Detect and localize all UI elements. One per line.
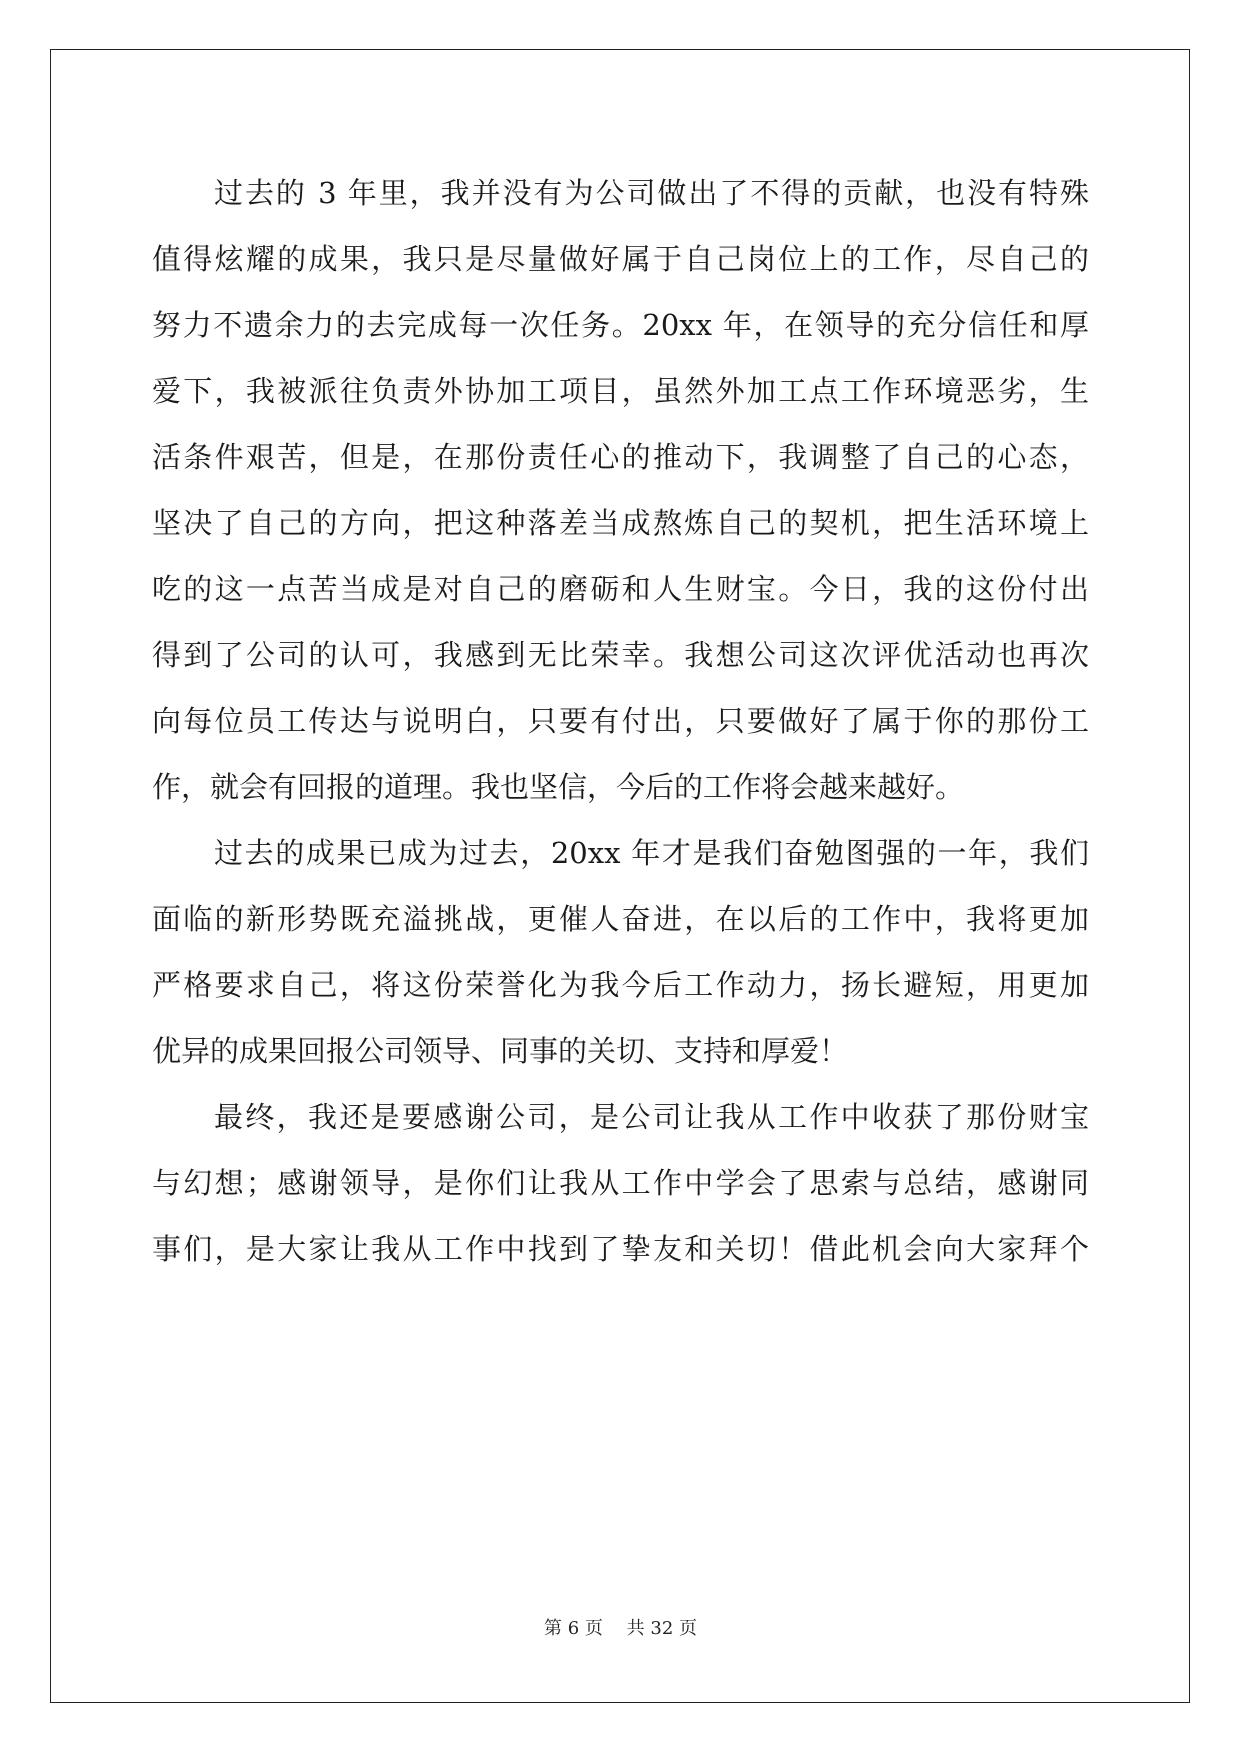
- text-line: 过去的 3 年里，我并没有为公司做出了不得的贡献，也没有特殊: [214, 176, 1089, 210]
- text-line: 得到了公司的认可，我感到无比荣幸。我想公司这次评优活动也再次: [152, 638, 1089, 672]
- document-body: [152, 160, 1089, 1282]
- page-number: 第 6 页: [544, 1618, 603, 1639]
- text-line: 严格要求自己，将这份荣誉化为我今后工作动力，扬长避短，用更加: [152, 968, 1089, 1002]
- text-line: 值得炫耀的成果，我只是尽量做好属于自己岗位上的工作，尽自己的: [152, 242, 1089, 276]
- page-footer: [0, 1614, 1241, 1640]
- text-line: 活条件艰苦，但是，在那份责任心的推动下，我调整了自己的心态，: [152, 440, 1089, 474]
- text-line: 作，就会有回报的道理。我也坚信，今后的工作将会越来越好。: [152, 770, 965, 804]
- paragraph-3: [152, 1084, 1089, 1282]
- page-total: 共 32 页: [626, 1618, 697, 1639]
- text-line: 努力不遗余力的去完成每一次任务。20xx 年，在领导的充分信任和厚: [152, 308, 1089, 342]
- text-line: 最终，我还是要感谢公司，是公司让我从工作中收获了那份财宝: [214, 1100, 1089, 1134]
- paragraph-2: [152, 820, 1089, 1084]
- text-line: 与幻想；感谢领导，是你们让我从工作中学会了思索与总结，感谢同: [152, 1166, 1089, 1200]
- text-line: 坚决了自己的方向，把这种落差当成熬炼自己的契机，把生活环境上: [152, 506, 1089, 540]
- text-line: 事们，是大家让我从工作中找到了挚友和关切！借此机会向大家拜个: [152, 1232, 1089, 1266]
- text-line: 向每位员工传达与说明白，只要有付出，只要做好了属于你的那份工: [152, 704, 1089, 738]
- text-line: 吃的这一点苦当成是对自己的磨砺和人生财宝。今日，我的这份付出: [152, 572, 1089, 606]
- text-line: 爱下，我被派往负责外协加工项目，虽然外加工点工作环境恶劣，生: [152, 374, 1089, 408]
- text-line: 面临的新形势既充溢挑战，更催人奋进，在以后的工作中，我将更加: [152, 902, 1089, 936]
- paragraph-1: [152, 160, 1089, 820]
- text-line: 优异的成果回报公司领导、同事的关切、支持和厚爱！: [152, 1034, 849, 1068]
- text-line: 过去的成果已成为过去，20xx 年才是我们奋勉图强的一年，我们: [214, 836, 1089, 870]
